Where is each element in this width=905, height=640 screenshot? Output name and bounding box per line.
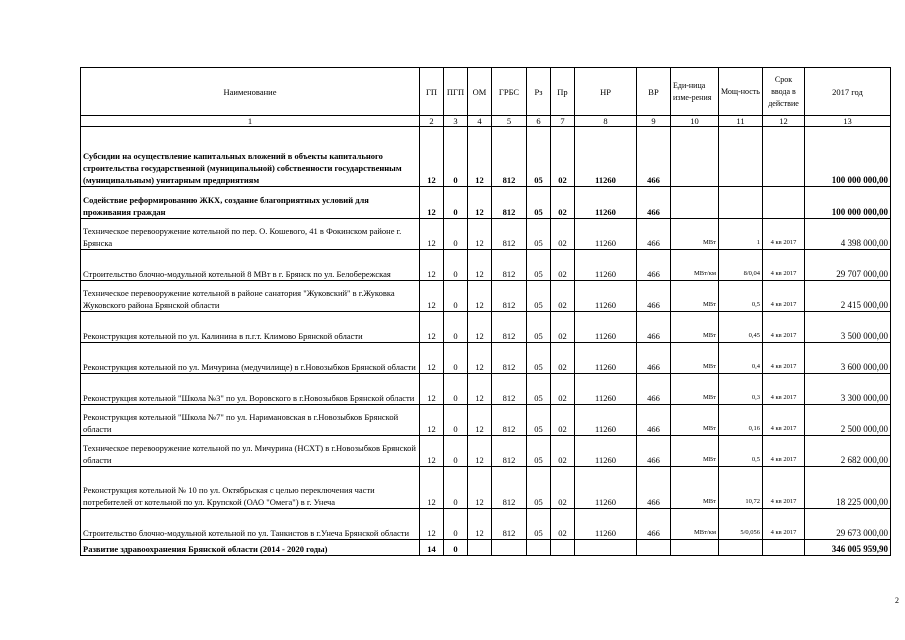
cell-pgp: 0 xyxy=(444,127,468,187)
table-row xyxy=(81,509,891,540)
column-number: 7 xyxy=(551,116,575,127)
cell-unit xyxy=(671,540,719,556)
header-rz: Рз xyxy=(527,68,551,116)
cell-vr: 466 xyxy=(637,281,671,312)
cell-grbs: 812 xyxy=(492,281,527,312)
cell-om: 12 xyxy=(468,343,492,374)
cell-deadline: 4 кв 2017 xyxy=(763,374,805,405)
column-number: 2 xyxy=(420,116,444,127)
cell-amount: 29 673 000,00 xyxy=(805,509,891,540)
cell-power: 0,4 xyxy=(719,343,763,374)
cell-grbs: 812 xyxy=(492,219,527,250)
cell-grbs: 812 xyxy=(492,374,527,405)
cell-deadline: 4 кв 2017 xyxy=(763,343,805,374)
cell-pgp: 0 xyxy=(444,187,468,219)
cell-nr: 11260 xyxy=(575,187,637,219)
cell-pr: 02 xyxy=(551,343,575,374)
cell-vr: 466 xyxy=(637,405,671,436)
cell-amount: 3 300 000,00 xyxy=(805,374,891,405)
cell-nr: 11260 xyxy=(575,219,637,250)
table-row xyxy=(81,219,891,250)
cell-vr: 466 xyxy=(637,250,671,281)
cell-vr: 466 xyxy=(637,219,671,250)
cell-power xyxy=(719,127,763,187)
cell-power: 1 xyxy=(719,219,763,250)
cell-vr: 466 xyxy=(637,509,671,540)
cell-nr xyxy=(575,540,637,556)
cell-gp: 12 xyxy=(420,467,444,509)
cell-power: 0,3 xyxy=(719,374,763,405)
cell-unit: МВт xyxy=(671,405,719,436)
cell-pr: 02 xyxy=(551,281,575,312)
cell-rz: 05 xyxy=(527,467,551,509)
table-row xyxy=(81,312,891,343)
cell-pgp: 0 xyxy=(444,343,468,374)
cell-power xyxy=(719,187,763,219)
cell-pgp: 0 xyxy=(444,467,468,509)
cell-vr: 466 xyxy=(637,343,671,374)
table-body xyxy=(81,127,891,556)
header-pr: Пр xyxy=(551,68,575,116)
cell-amount: 100 000 000,00 xyxy=(805,187,891,219)
cell-deadline xyxy=(763,187,805,219)
cell-pr: 02 xyxy=(551,436,575,467)
cell-unit: МВт xyxy=(671,467,719,509)
cell-deadline: 4 кв 2017 xyxy=(763,436,805,467)
cell-vr: 466 xyxy=(637,187,671,219)
cell-nr: 11260 xyxy=(575,127,637,187)
cell-amount: 29 707 000,00 xyxy=(805,250,891,281)
column-number: 11 xyxy=(719,116,763,127)
cell-pr: 02 xyxy=(551,405,575,436)
table-row xyxy=(81,540,891,556)
table-row xyxy=(81,187,891,219)
table-row xyxy=(81,374,891,405)
cell-unit: МВт xyxy=(671,374,719,405)
cell-unit: МВт xyxy=(671,312,719,343)
cell-pr: 02 xyxy=(551,219,575,250)
cell-om: 12 xyxy=(468,312,492,343)
cell-grbs: 812 xyxy=(492,127,527,187)
cell-deadline: 4 кв 2017 xyxy=(763,312,805,343)
cell-vr xyxy=(637,540,671,556)
cell-nr: 11260 xyxy=(575,312,637,343)
cell-amount: 4 398 000,00 xyxy=(805,219,891,250)
cell-power: 10,72 xyxy=(719,467,763,509)
cell-gp: 12 xyxy=(420,374,444,405)
row-name: Реконструкция котельной № 10 по ул. Октябрьская с целью переключения части потребителей от котельной по ул. Крупской (ОАО "Омега") в г. Унеча xyxy=(81,467,420,509)
cell-power: 0,16 xyxy=(719,405,763,436)
cell-rz: 05 xyxy=(527,250,551,281)
cell-amount: 2 682 000,00 xyxy=(805,436,891,467)
header-row xyxy=(81,68,891,116)
cell-gp: 12 xyxy=(420,436,444,467)
cell-pr: 02 xyxy=(551,250,575,281)
cell-pgp: 0 xyxy=(444,436,468,467)
cell-pgp: 0 xyxy=(444,219,468,250)
cell-om: 12 xyxy=(468,219,492,250)
cell-vr: 466 xyxy=(637,127,671,187)
header-year: 2017 год xyxy=(805,68,891,116)
row-name: Техническое перевооружение котельной по пер. О. Кошевого, 41 в Фокинском районе г. Брянска xyxy=(81,219,420,250)
cell-power: 0,5 xyxy=(719,436,763,467)
cell-pr: 02 xyxy=(551,127,575,187)
cell-gp: 12 xyxy=(420,343,444,374)
cell-amount: 18 225 000,00 xyxy=(805,467,891,509)
column-number: 12 xyxy=(763,116,805,127)
cell-pr: 02 xyxy=(551,509,575,540)
cell-pgp: 0 xyxy=(444,312,468,343)
cell-nr: 11260 xyxy=(575,374,637,405)
row-name: Реконструкция котельной "Школа №3" по ул. Воровского в г.Новозыбков Брянской области xyxy=(81,374,420,405)
cell-unit: МВт xyxy=(671,219,719,250)
cell-pgp: 0 xyxy=(444,405,468,436)
cell-pgp: 0 xyxy=(444,540,468,556)
cell-deadline: 4 кв 2017 xyxy=(763,219,805,250)
cell-unit xyxy=(671,187,719,219)
table-row xyxy=(81,467,891,509)
cell-gp: 12 xyxy=(420,281,444,312)
header-name: Наименование xyxy=(81,68,420,116)
cell-om: 12 xyxy=(468,187,492,219)
cell-power: 0,45 xyxy=(719,312,763,343)
cell-unit xyxy=(671,127,719,187)
column-number: 6 xyxy=(527,116,551,127)
cell-rz: 05 xyxy=(527,509,551,540)
cell-pgp: 0 xyxy=(444,374,468,405)
column-number: 3 xyxy=(444,116,468,127)
cell-nr: 11260 xyxy=(575,343,637,374)
cell-gp: 12 xyxy=(420,250,444,281)
cell-power xyxy=(719,540,763,556)
cell-grbs: 812 xyxy=(492,405,527,436)
cell-vr: 466 xyxy=(637,374,671,405)
cell-deadline: 4 кв 2017 xyxy=(763,509,805,540)
column-number: 9 xyxy=(637,116,671,127)
cell-grbs: 812 xyxy=(492,187,527,219)
cell-gp: 12 xyxy=(420,127,444,187)
cell-rz: 05 xyxy=(527,187,551,219)
row-name: Субсидии на осуществление капитальных вложений в объекты капитального строительства государственной (муниципальной) собственности государственным (муниципальным) унитарным предприятиям xyxy=(81,127,420,187)
cell-deadline xyxy=(763,127,805,187)
cell-deadline: 4 кв 2017 xyxy=(763,405,805,436)
row-name: Реконструкция котельной по ул. Калинина в п.г.т. Климово Брянской области xyxy=(81,312,420,343)
row-name: Строительство блочно-модульной котельной 8 МВт в г. Брянск по ул. Белобережская xyxy=(81,250,420,281)
cell-om: 12 xyxy=(468,436,492,467)
cell-pr: 02 xyxy=(551,187,575,219)
row-name: Техническое перевооружение котельной по ул. Мичурина (НСХТ) в г.Новозыбков Брянской области xyxy=(81,436,420,467)
budget-table xyxy=(80,67,891,556)
cell-power: 8/0,04 xyxy=(719,250,763,281)
table-row xyxy=(81,250,891,281)
table-row xyxy=(81,127,891,187)
column-number: 5 xyxy=(492,116,527,127)
cell-nr: 11260 xyxy=(575,436,637,467)
cell-nr: 11260 xyxy=(575,250,637,281)
cell-vr: 466 xyxy=(637,312,671,343)
cell-nr: 11260 xyxy=(575,405,637,436)
column-number: 8 xyxy=(575,116,637,127)
page-number: 2 xyxy=(895,596,899,605)
cell-gp: 14 xyxy=(420,540,444,556)
cell-amount: 100 000 000,00 xyxy=(805,127,891,187)
cell-om: 12 xyxy=(468,374,492,405)
table-row xyxy=(81,343,891,374)
cell-gp: 12 xyxy=(420,187,444,219)
cell-nr: 11260 xyxy=(575,509,637,540)
cell-pgp: 0 xyxy=(444,281,468,312)
table-row xyxy=(81,405,891,436)
cell-grbs: 812 xyxy=(492,436,527,467)
header-deadline: Срок ввода в действие xyxy=(763,68,805,116)
cell-unit: МВт xyxy=(671,343,719,374)
table-row xyxy=(81,281,891,312)
row-name: Развитие здравоохранения Брянской области (2014 - 2020 годы) xyxy=(81,540,420,556)
cell-nr: 11260 xyxy=(575,281,637,312)
row-name: Техническое перевооружение котельной в районе санатория "Жуковский" в г.Жуковка Жуковского района Брянской области xyxy=(81,281,420,312)
cell-pr: 02 xyxy=(551,374,575,405)
cell-om: 12 xyxy=(468,467,492,509)
cell-om: 12 xyxy=(468,127,492,187)
cell-om: 12 xyxy=(468,405,492,436)
cell-grbs xyxy=(492,540,527,556)
cell-rz: 05 xyxy=(527,312,551,343)
cell-grbs: 812 xyxy=(492,467,527,509)
cell-om: 12 xyxy=(468,250,492,281)
cell-unit: МВт/км xyxy=(671,509,719,540)
column-number: 13 xyxy=(805,116,891,127)
cell-om: 12 xyxy=(468,281,492,312)
cell-amount: 2 500 000,00 xyxy=(805,405,891,436)
cell-unit: МВт xyxy=(671,436,719,467)
header-pgp: ПГП xyxy=(444,68,468,116)
cell-om: 12 xyxy=(468,509,492,540)
cell-grbs: 812 xyxy=(492,312,527,343)
row-name: Содействие реформированию ЖКХ, создание благоприятных условий для проживания граждан xyxy=(81,187,420,219)
cell-rz: 05 xyxy=(527,436,551,467)
header-power: Мощ-ность xyxy=(719,68,763,116)
column-number: 10 xyxy=(671,116,719,127)
cell-amount: 2 415 000,00 xyxy=(805,281,891,312)
cell-power: 0,5 xyxy=(719,281,763,312)
cell-grbs: 812 xyxy=(492,509,527,540)
cell-grbs: 812 xyxy=(492,250,527,281)
header-om: ОМ xyxy=(468,68,492,116)
cell-gp: 12 xyxy=(420,219,444,250)
cell-unit: МВт xyxy=(671,281,719,312)
header-vr: ВР xyxy=(637,68,671,116)
column-number: 4 xyxy=(468,116,492,127)
header-grbs: ГРБС xyxy=(492,68,527,116)
cell-amount: 3 600 000,00 xyxy=(805,343,891,374)
cell-pr xyxy=(551,540,575,556)
row-name: Реконструкция котельной "Школа №7" по ул. Наримановская в г.Новозыбков Брянской области xyxy=(81,405,420,436)
cell-pr: 02 xyxy=(551,312,575,343)
cell-gp: 12 xyxy=(420,312,444,343)
cell-nr: 11260 xyxy=(575,467,637,509)
cell-rz: 05 xyxy=(527,219,551,250)
table-row xyxy=(81,436,891,467)
cell-rz: 05 xyxy=(527,281,551,312)
header-unit: Еди-ница изме-рения xyxy=(671,68,719,116)
cell-power: 5/0,056 xyxy=(719,509,763,540)
cell-rz: 05 xyxy=(527,405,551,436)
cell-unit: МВт/км xyxy=(671,250,719,281)
row-name: Строительство блочно-модульной котельной по ул. Танкистов в г.Унеча Брянской области xyxy=(81,509,420,540)
cell-vr: 466 xyxy=(637,467,671,509)
cell-deadline: 4 кв 2017 xyxy=(763,250,805,281)
cell-pgp: 0 xyxy=(444,509,468,540)
cell-pr: 02 xyxy=(551,467,575,509)
cell-rz: 05 xyxy=(527,343,551,374)
cell-pgp: 0 xyxy=(444,250,468,281)
header-gp: ГП xyxy=(420,68,444,116)
cell-rz: 05 xyxy=(527,374,551,405)
cell-om xyxy=(468,540,492,556)
cell-deadline xyxy=(763,540,805,556)
cell-deadline: 4 кв 2017 xyxy=(763,281,805,312)
cell-gp: 12 xyxy=(420,405,444,436)
column-number: 1 xyxy=(81,116,420,127)
cell-deadline: 4 кв 2017 xyxy=(763,467,805,509)
cell-rz: 05 xyxy=(527,127,551,187)
cell-amount: 346 005 959,90 xyxy=(805,540,891,556)
header-nr: НР xyxy=(575,68,637,116)
cell-vr: 466 xyxy=(637,436,671,467)
cell-rz xyxy=(527,540,551,556)
column-number-row xyxy=(81,116,891,127)
cell-gp: 12 xyxy=(420,509,444,540)
row-name: Реконструкция котельной по ул. Мичурина (медучилище) в г.Новозыбков Брянской области xyxy=(81,343,420,374)
cell-amount: 3 500 000,00 xyxy=(805,312,891,343)
cell-grbs: 812 xyxy=(492,343,527,374)
